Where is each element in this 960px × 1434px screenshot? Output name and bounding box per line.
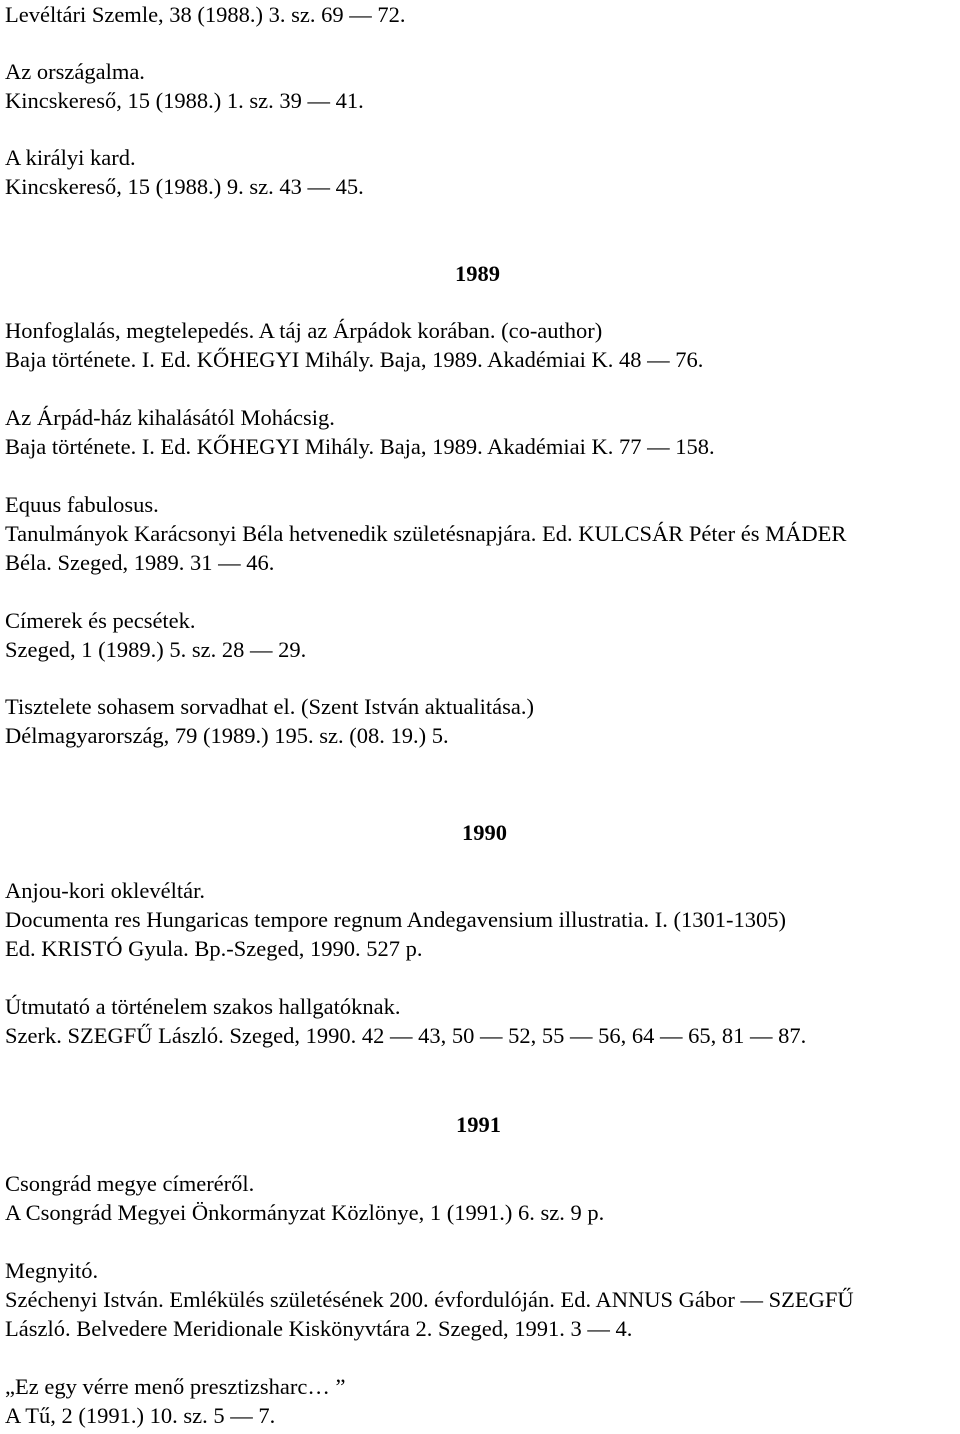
entry-details: Baja története. I. Ed. KŐHEGYI Mihály. Baja, 1989. Akadémiai K. 48 — 76. [5, 347, 704, 372]
year-heading-1990: 1990 [462, 820, 507, 845]
entry-details: Kincskereső, 15 (1988.) 9. sz. 43 — 45. [5, 174, 364, 199]
entry-details: Ed. KRISTÓ Gyula. Bp.-Szeged, 1990. 527 p. [5, 936, 423, 961]
entry-title: Honfoglalás, megtelepedés. A táj az Árpádok korában. (co-author) [5, 318, 603, 343]
entry-details: Szerk. SZEGFŰ László. Szeged, 1990. 42 — 43, 50 — 52, 55 — 56, 64 — 65, 81 — 87. [5, 1023, 807, 1048]
entry-details: Kincskereső, 15 (1988.) 1. sz. 39 — 41. [5, 88, 364, 113]
entry-details: Délmagyarország, 79 (1989.) 195. sz. (08. 19.) 5. [5, 723, 449, 748]
entry-title: Útmutató a történelem szakos hallgatóknak. [5, 994, 401, 1019]
entry-title: Csongrád megye címeréről. [5, 1171, 255, 1196]
entry-title: A királyi kard. [5, 145, 136, 170]
entry-title: „Ez egy vérre menő presztizsharc… ” [5, 1374, 346, 1399]
entry-details: Béla. Szeged, 1989. 31 — 46. [5, 550, 275, 575]
entry-title: Az országalma. [5, 59, 145, 84]
entry-details: A Tű, 2 (1991.) 10. sz. 5 — 7. [5, 1403, 276, 1428]
entry-title: Címerek és pecsétek. [5, 608, 196, 633]
entry-details: László. Belvedere Meridionale Kiskönyvtára 2. Szeged, 1991. 3 — 4. [5, 1316, 633, 1341]
entry-title: Anjou-kori oklevéltár. [5, 878, 205, 903]
year-heading-1991: 1991 [456, 1112, 501, 1137]
entry-details: Szeged, 1 (1989.) 5. sz. 28 — 29. [5, 637, 307, 662]
entry-details: Széchenyi István. Emlékülés születésének 200. évfordulóján. Ed. ANNUS Gábor — SZEGFŰ [5, 1287, 854, 1312]
entry-details: A Csongrád Megyei Önkormányzat Közlönye, 1 (1991.) 6. sz. 9 p. [5, 1200, 605, 1225]
citation-line: Levéltári Szemle, 38 (1988.) 3. sz. 69 — 72. [5, 2, 406, 27]
entry-details: Documenta res Hungaricas tempore regnum Andegavensium illustratia. I. (1301-1305) [5, 907, 787, 932]
entry-title: Equus fabulosus. [5, 492, 159, 517]
entry-title: Tisztelete sohasem sorvadhat el. (Szent István aktualitása.) [5, 694, 535, 719]
entry-details: Tanulmányok Karácsonyi Béla hetvenedik születésnapjára. Ed. KULCSÁR Péter és MÁDER [5, 521, 847, 546]
year-heading-1989: 1989 [455, 261, 500, 286]
entry-details: Baja története. I. Ed. KŐHEGYI Mihály. Baja, 1989. Akadémiai K. 77 — 158. [5, 434, 715, 459]
entry-title: Az Árpád-ház kihalásától Mohácsig. [5, 405, 335, 430]
entry-title: Megnyitó. [5, 1258, 99, 1283]
